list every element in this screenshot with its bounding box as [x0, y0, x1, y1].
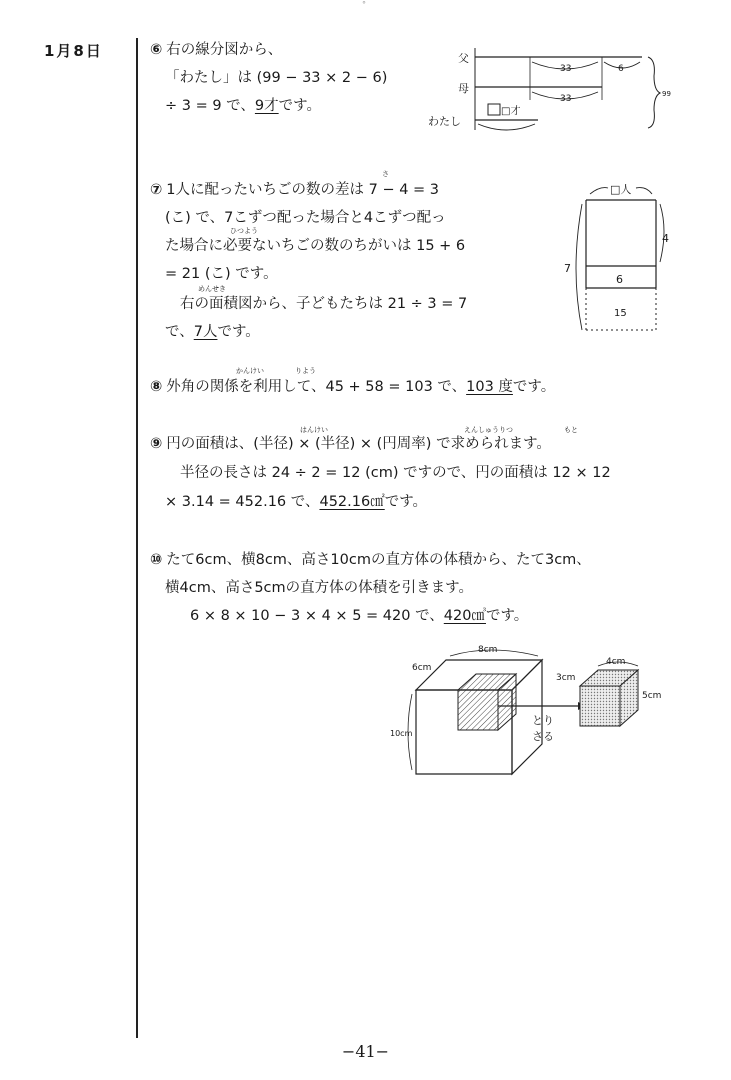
q6-value-33b: 33 [560, 94, 572, 104]
q9-ruby-moto: もと [564, 426, 578, 434]
top-mark: ° [362, 0, 366, 9]
q10-cuboid-diagram [380, 640, 680, 780]
q9-ruby-enshuuritsu: えんしゅうりつ [464, 426, 513, 434]
q8-ruby-riyou: りよう [295, 367, 316, 375]
q7-ruby-sa: さ [382, 170, 389, 178]
q7-bottom-label: 15 [614, 308, 627, 319]
q7-line1: 1人に配ったいちごの数の差は 7 − 4 = 3 [166, 182, 440, 198]
q10-line1: たて6cm、横8cm、高さ10cmの直方体の体積から、たて3cm、 [166, 552, 591, 568]
q10-height-5: 5cm [642, 691, 662, 701]
q6-number: ⑥ [150, 42, 163, 58]
q10-depth-6: 6cm [412, 663, 432, 673]
label-me: わたし [428, 115, 461, 128]
q10-tori: とり [532, 714, 554, 727]
q10-depth-3: 3cm [556, 673, 576, 683]
q10-line2: 横4cm、高さ5cmの直方体の体積を引きます。 [165, 580, 473, 596]
q7-right-label: 4 [662, 232, 669, 245]
q7-answer: 7人 [193, 324, 218, 340]
q6-line1: 右の線分図から、 [166, 42, 283, 58]
label-mother: 母 [458, 82, 469, 95]
q6-line2: 「わたし」は (99 − 33 × 2 − 6) [165, 70, 388, 86]
q10-height-10: 10cm [390, 729, 413, 738]
q7-line4: = 21 (こ) です。 [165, 266, 278, 282]
q6-box-label: □才 [501, 106, 521, 117]
q6-line3c: です。 [278, 98, 321, 114]
q9-line3c: です。 [384, 494, 428, 510]
q10-saru: さる [532, 730, 554, 743]
date-label: 1月8日 [44, 42, 103, 60]
q9-ruby-hankei: はんけい [300, 426, 328, 434]
q7-line6a: で、 [165, 324, 194, 340]
q9-line1: 円の面積は、(半径) × (半径) × (円周率) で求められます。 [166, 436, 551, 452]
q9-answer: 452.16㎠ [319, 494, 385, 510]
q6-total: 99 [662, 90, 671, 98]
q7-ruby-hitsuyou: ひつよう [230, 227, 258, 235]
q9-number: ⑨ [150, 436, 163, 452]
q8-ruby-kankei: かんけい [236, 367, 264, 375]
q10-width-8: 8cm [478, 645, 498, 655]
q10-line3c: です。 [485, 608, 529, 624]
label-father: 父 [458, 52, 469, 65]
q8-line-a: 外角の関係を利用して、45 + 58 = 103 で、 [166, 379, 467, 395]
q7-number: ⑦ [150, 182, 163, 198]
q7-top-label: □人 [610, 183, 632, 196]
q9-line3a: × 3.14 = 452.16 で、 [165, 494, 320, 510]
q7-left-label: 7 [564, 262, 571, 275]
q7-line2: (こ) で、7こずつ配った場合と4こずつ配っ [165, 210, 446, 226]
q9-line2: 半径の長さは 24 ÷ 2 = 12 (cm) ですので、円の面積は 12 × 12 [180, 465, 611, 481]
q7-line3: た場合に必要ないちごの数のちがいは 15 + 6 [165, 238, 466, 254]
q8-answer: 103 度 [466, 379, 513, 395]
q8-line-c: です。 [512, 379, 556, 395]
q10-answer: 420㎤ [443, 608, 486, 624]
q7-area-diagram [560, 180, 680, 340]
q7-mid-label: 6 [616, 273, 623, 286]
q6-answer: 9才 [254, 98, 279, 114]
q7-ruby-menseki: めんせき [198, 285, 226, 293]
q6-value-33a: 33 [560, 64, 572, 74]
page-number: −41− [341, 1042, 390, 1061]
q7-line6c: です。 [217, 324, 260, 340]
q10-line3a: 6 × 8 × 10 − 3 × 4 × 5 = 420 で、 [190, 608, 444, 624]
q6-value-6: 6 [618, 64, 624, 74]
margin-rule [136, 38, 138, 1038]
q6-line3a: ÷ 3 = 9 で、 [165, 98, 255, 114]
q10-width-4: 4cm [606, 657, 626, 667]
q6-line-diagram [420, 40, 680, 135]
q8-number: ⑧ [150, 379, 163, 395]
q7-line5: 右の面積図から、子どもたちは 21 ÷ 3 = 7 [180, 296, 468, 312]
q10-number: ⑩ [150, 552, 163, 568]
